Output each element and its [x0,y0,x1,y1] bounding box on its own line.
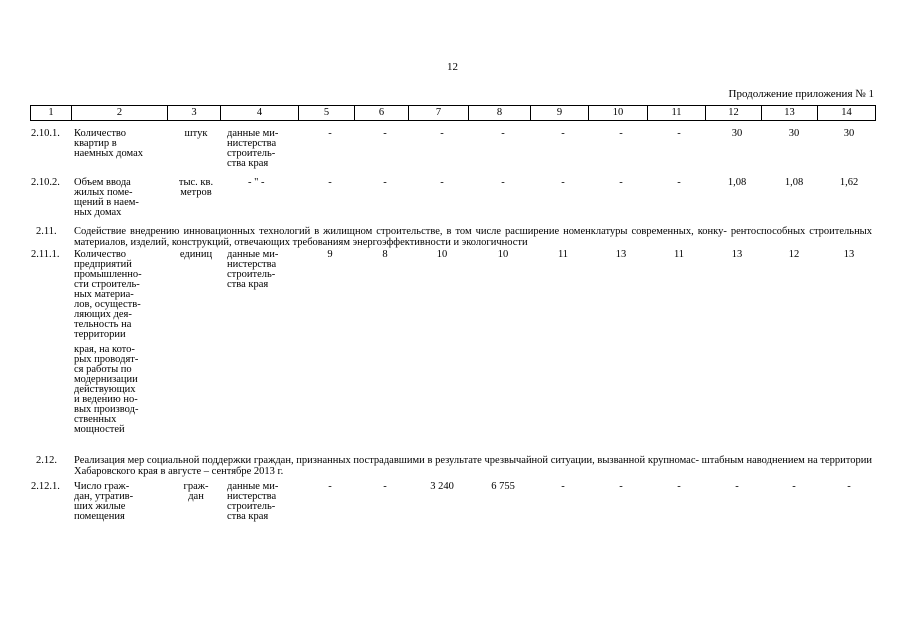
section-number: 2.12. [36,455,57,466]
value-cell: 8 [382,249,388,260]
value-cell: - [619,128,623,139]
value-cell: 10 [497,249,509,260]
value-cell: 1,62 [839,177,859,188]
column-number: 13 [762,106,818,121]
data-source: данные ми- нистерства строитель- ства края [227,481,279,522]
section-text: Содействие внедрению инновационных технологий в жилищном строительстве, в том числе расширение номенклатуры современных, конку- рентоспособных строительных материалов, изделий, конструкций, отвечающих требованиям энергоэффективности и экологичности [74,226,872,248]
row-number: 2.10.2. [31,177,60,188]
unit-of-measure: граж- дан [183,481,209,502]
value-cell: 6 755 [491,481,515,492]
column-number: 5 [299,106,355,121]
column-number: 7 [409,106,469,121]
value-cell: 3 240 [430,481,454,492]
value-cell: - [501,177,505,188]
value-cell: 11 [673,249,685,260]
appendix-continuation-label: Продолжение приложения № 1 [728,88,874,100]
column-number: 3 [168,106,221,121]
unit-of-measure: штук [184,128,208,139]
indicator-name: Количество квартир в наемных домах [74,128,144,159]
value-cell: 12 [788,249,800,260]
value-cell: - [328,177,332,188]
unit-of-measure: единиц [179,249,213,260]
data-source: данные ми- нистерства строитель- ства края [227,128,279,169]
value-cell: - [383,481,387,492]
value-cell: - [440,128,444,139]
column-number: 1 [31,106,72,121]
unit-of-measure: тыс. кв. метров [178,177,214,198]
indicator-name: Число граж- дан, утратив- ших жилые помещения [74,481,134,522]
page-number: 12 [447,61,458,73]
column-number: 11 [648,106,706,121]
value-cell: 30 [843,128,855,139]
value-cell: 1,08 [727,177,747,188]
value-cell: - [328,128,332,139]
value-cell: - [619,481,623,492]
value-cell: 30 [731,128,743,139]
value-cell: - [792,481,796,492]
value-cell: - [847,481,851,492]
value-cell: 10 [436,249,448,260]
value-cell: 13 [843,249,855,260]
value-cell: - [619,177,623,188]
section-number: 2.11. [36,226,57,237]
indicator-name: Количество предприятий промышленно- сти строитель- ных материа- лов, осуществ- ляющих дея- тельность на территории [74,249,142,340]
value-cell: - [561,481,565,492]
value-cell: - [677,128,681,139]
column-number: 2 [72,106,168,121]
indicator-name-continued: края, на кото- рых проводят- ся работы по модернизации действующих и ведению но- вых производ- ственных мощностей [74,344,139,435]
value-cell: - [561,177,565,188]
row-number: 2.11.1. [31,249,60,260]
value-cell: 13 [731,249,743,260]
data-source: данные ми- нистерства строитель- ства края [227,249,279,290]
value-cell: - [501,128,505,139]
value-cell: 1,08 [784,177,804,188]
value-cell: 11 [557,249,569,260]
column-number: 4 [221,106,299,121]
data-source: - " - [248,177,265,188]
column-number: 9 [531,106,589,121]
value-cell: - [383,177,387,188]
value-cell: 9 [327,249,333,260]
row-number: 2.10.1. [31,128,60,139]
value-cell: - [383,128,387,139]
value-cell: - [735,481,739,492]
column-number: 10 [589,106,648,121]
column-number: 12 [706,106,762,121]
row-number: 2.12.1. [31,481,60,492]
column-number: 8 [469,106,531,121]
value-cell: - [328,481,332,492]
value-cell: - [677,481,681,492]
value-cell: - [677,177,681,188]
value-cell: - [440,177,444,188]
indicator-name: Объем ввода жилых поме- щений в наем- ных домах [74,177,139,218]
value-cell: 30 [788,128,800,139]
column-number: 14 [818,106,876,121]
section-text: Реализация мер социальной поддержки граждан, признанных пострадавшими в результате чрезвычайной ситуации, вызванной крупномас- штабным наводнением на территории Хабаровского края в августе – сентябре 2013 г. [74,455,872,477]
column-number-header [30,105,876,121]
column-number: 6 [355,106,409,121]
value-cell: 13 [615,249,627,260]
value-cell: - [561,128,565,139]
